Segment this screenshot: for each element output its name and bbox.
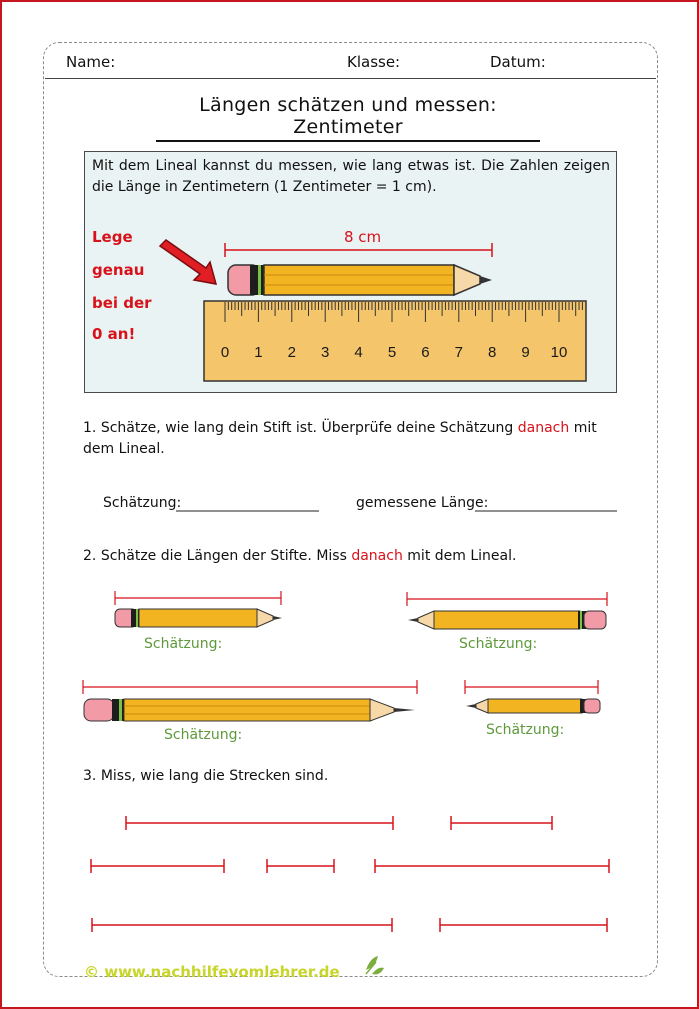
hint-line-2: genau [92, 261, 145, 279]
ruler-number: 6 [421, 344, 430, 361]
pencil-c-icon [84, 699, 415, 721]
hint-line-4: 0 an! [92, 325, 136, 343]
estimate-label-a: Schätzung: [144, 636, 223, 652]
pencil-d [465, 680, 598, 694]
ruler-number: 7 [454, 344, 463, 361]
ruler [204, 301, 586, 381]
ruler-number: 5 [387, 344, 397, 361]
ruler-number: 1 [254, 344, 263, 361]
task1-estimate-label: Schätzung: [103, 495, 182, 511]
hint-line-1: Lege [92, 228, 133, 246]
intro-text: Mit dem Lineal kannst du messen, wie lang etwas ist. Die Zahlen zeigen die Länge in Zentimetern (1 Zentimeter = 1 cm). [92, 158, 610, 195]
ruler-number: 8 [488, 344, 497, 361]
measure-label: 8 cm [344, 228, 382, 246]
page-title: Längen schätzen und messen: Zentimeter [156, 94, 540, 142]
estimate-label-b: Schätzung: [459, 636, 538, 652]
pencil-icon [228, 265, 492, 295]
task1-text: 1. Schätze, wie lang dein Stift ist. Überprüfe deine Schätzung danach mit dem Lineal. [83, 420, 597, 457]
ruler-number: 4 [354, 344, 363, 361]
class-label: Klasse: [347, 53, 401, 71]
name-label: Name: [66, 53, 116, 71]
task3-text: 3. Miss, wie lang die Strecken sind. [83, 768, 329, 784]
arrow-icon [160, 240, 216, 284]
pencil-b-icon [408, 611, 606, 629]
pencil-a-icon [115, 609, 282, 627]
ruler-number: 2 [287, 344, 296, 361]
task2-text: 2. Schätze die Längen der Stifte. Miss danach mit dem Lineal. [83, 548, 517, 564]
ruler-number: 10 [550, 344, 568, 361]
footer-copyright: © www.nachhilfevomlehrer.de [84, 963, 340, 981]
pencil-a [115, 591, 281, 605]
ruler-number: 9 [521, 344, 530, 361]
hint-line-3: bei der [92, 294, 152, 312]
estimate-label-d: Schätzung: [486, 722, 565, 738]
date-label: Datum: [490, 53, 546, 71]
task1-measured-label: gemessene Länge: [356, 495, 489, 511]
ruler-number: 3 [321, 344, 330, 361]
leaf-icon [366, 956, 384, 974]
measure-bracket [225, 243, 492, 257]
pencil-b [407, 592, 607, 606]
estimate-label-c: Schätzung: [164, 727, 243, 743]
pencil-d-icon [466, 699, 600, 713]
measure-segments [91, 816, 609, 932]
ruler-number: 0 [220, 344, 230, 361]
pencil-c [83, 680, 417, 694]
